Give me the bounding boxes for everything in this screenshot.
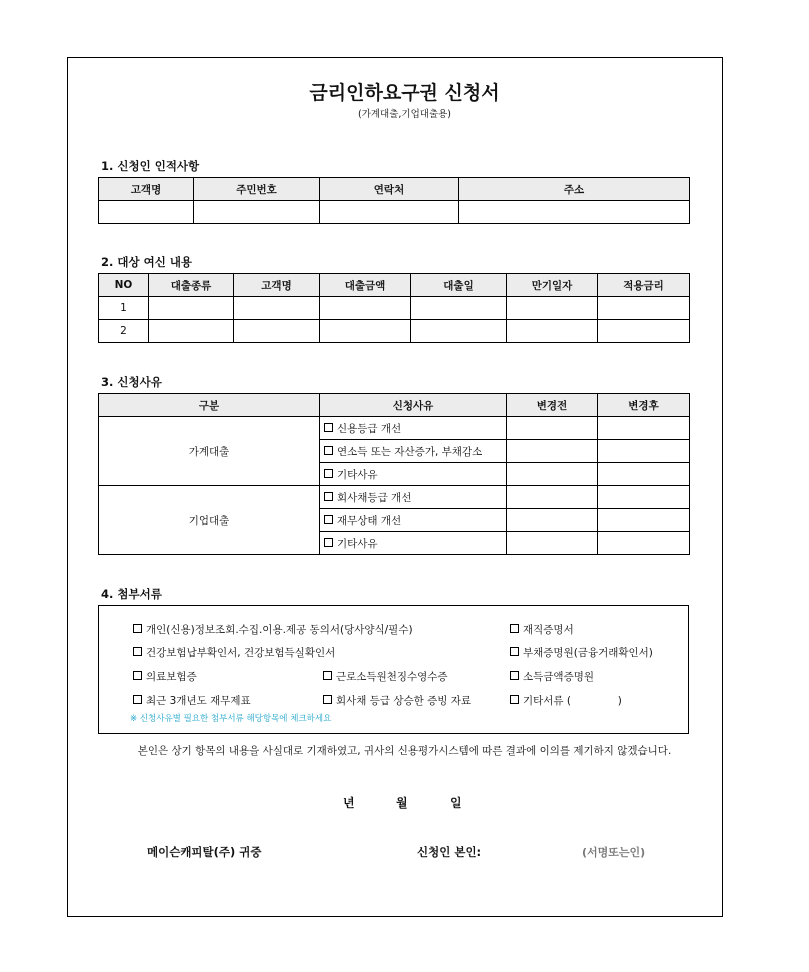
header-customer-name: 고객명 [99, 178, 194, 201]
header-maturity-date: 만기일자 [507, 274, 598, 297]
resident-number-field[interactable] [194, 201, 320, 224]
header-loan-type: 대출종류 [149, 274, 234, 297]
reason-table [98, 393, 690, 555]
header-resident-number: 주민번호 [194, 178, 320, 201]
header-before: 변경전 [507, 394, 598, 417]
header-contact: 연락처 [320, 178, 459, 201]
after-field[interactable] [598, 440, 690, 463]
reason-checkbox[interactable] [320, 417, 507, 440]
attachment-item[interactable]: 의료보험증 [133, 669, 197, 684]
category-household-loan: 가계대출 [99, 417, 320, 486]
loan-date-field[interactable] [411, 320, 507, 343]
attachment-item[interactable]: 최근 3개년도 재무제표 [133, 693, 251, 708]
attachment-item[interactable]: 재직증명서 [510, 622, 574, 637]
header-loan-amount: 대출금액 [320, 274, 411, 297]
reason-label: 연소득 또는 자산증가, 부채감소 [337, 445, 483, 458]
reason-checkbox[interactable] [320, 440, 507, 463]
attachment-note: ※ 신청사유별 필요한 첨부서류 해당항목에 체크하세요 [130, 714, 332, 724]
applicant-table [98, 177, 690, 224]
customer-name-field[interactable] [234, 320, 320, 343]
checkbox-icon[interactable] [324, 515, 333, 524]
attachment-item[interactable]: 기타서류 ( ) [510, 693, 622, 708]
checkbox-icon[interactable] [323, 671, 332, 680]
category-business-loan: 기업대출 [99, 486, 320, 555]
checkbox-icon[interactable] [510, 695, 519, 704]
loan-date-field[interactable] [411, 297, 507, 320]
after-field[interactable] [598, 486, 690, 509]
before-field[interactable] [507, 463, 598, 486]
checkbox-icon[interactable] [133, 624, 142, 633]
maturity-date-field[interactable] [507, 297, 598, 320]
applicant-label: 신청인 본인: [417, 845, 482, 859]
row-number: 1 [99, 297, 149, 320]
form-subtitle: (가계대출,기업대출용) [357, 109, 452, 120]
before-field[interactable] [507, 417, 598, 440]
before-field[interactable] [507, 509, 598, 532]
interest-rate-field[interactable] [598, 320, 690, 343]
date-month: 월 [396, 796, 408, 810]
checkbox-icon[interactable] [510, 647, 519, 656]
checkbox-icon[interactable] [324, 538, 333, 547]
reason-label: 재무상태 개선 [337, 514, 402, 527]
after-field[interactable] [598, 532, 690, 555]
header-reason: 신청사유 [320, 394, 507, 417]
reason-checkbox[interactable] [320, 532, 507, 555]
form-title: 금리인하요구권 신청서 [309, 82, 500, 104]
customer-name-field[interactable] [99, 201, 194, 224]
after-field[interactable] [598, 417, 690, 440]
checkbox-icon[interactable] [324, 423, 333, 432]
checkbox-icon[interactable] [324, 446, 333, 455]
checkbox-icon[interactable] [323, 695, 332, 704]
after-field[interactable] [598, 509, 690, 532]
attachment-item[interactable]: 건강보험납부확인서, 건강보험득실확인서 [133, 645, 335, 660]
header-customer-name: 고객명 [234, 274, 320, 297]
reason-label: 기타사유 [337, 468, 378, 481]
attachment-item[interactable]: 회사채 등급 상승한 증빙 자료 [323, 693, 471, 708]
before-field[interactable] [507, 440, 598, 463]
customer-name-field[interactable] [234, 297, 320, 320]
header-no: NO [99, 274, 149, 297]
checkbox-icon[interactable] [324, 469, 333, 478]
loan-amount-field[interactable] [320, 320, 411, 343]
loan-table [98, 273, 690, 343]
checkbox-icon[interactable] [324, 492, 333, 501]
row-number: 2 [99, 320, 149, 343]
reason-label: 기타사유 [337, 537, 378, 550]
consent-statement: 본인은 상기 항목의 내용을 사실대로 기재하였고, 귀사의 신용평가시스템에 따른 결과에 이의를 제기하지 않겠습니다. [137, 745, 672, 757]
loan-type-field[interactable] [149, 320, 234, 343]
checkbox-icon[interactable] [510, 624, 519, 633]
date-day: 일 [450, 796, 462, 810]
loan-type-field[interactable] [149, 297, 234, 320]
maturity-date-field[interactable] [507, 320, 598, 343]
header-loan-date: 대출일 [411, 274, 507, 297]
section1-heading: 1. 신청인 인적사항 [101, 159, 200, 173]
section2-heading: 2. 대상 여신 내용 [101, 255, 193, 269]
attachment-item[interactable]: 부채증명원(금융거래확인서) [510, 645, 653, 660]
section4-heading: 4. 첨부서류 [101, 587, 162, 601]
checkbox-icon[interactable] [133, 647, 142, 656]
reason-checkbox[interactable] [320, 486, 507, 509]
reason-label: 신용등급 개선 [337, 422, 402, 435]
checkbox-icon[interactable] [510, 671, 519, 680]
header-interest-rate: 적용금리 [598, 274, 690, 297]
contact-field[interactable] [320, 201, 459, 224]
section3-heading: 3. 신청사유 [101, 375, 162, 389]
table-row [99, 320, 690, 343]
header-after: 변경후 [598, 394, 690, 417]
before-field[interactable] [507, 486, 598, 509]
reason-checkbox[interactable] [320, 509, 507, 532]
signature-hint[interactable]: (서명또는인) [582, 846, 646, 859]
attachment-item[interactable]: 근로소득원천징수영수증 [323, 669, 448, 684]
before-field[interactable] [507, 532, 598, 555]
reason-checkbox[interactable] [320, 463, 507, 486]
checkbox-icon[interactable] [133, 695, 142, 704]
loan-amount-field[interactable] [320, 297, 411, 320]
table-row [99, 297, 690, 320]
recipient-label: 메이슨캐피탈(주) 귀중 [147, 845, 262, 859]
checkbox-icon[interactable] [133, 671, 142, 680]
after-field[interactable] [598, 463, 690, 486]
attachment-item[interactable]: 개인(신용)정보조회.수집.이용.제공 동의서(당사양식/필수) [133, 622, 413, 637]
address-field[interactable] [459, 201, 690, 224]
interest-rate-field[interactable] [598, 297, 690, 320]
date-year: 년 [343, 796, 355, 810]
reason-label: 회사채등급 개선 [337, 491, 412, 504]
header-category: 구분 [99, 394, 320, 417]
header-address: 주소 [459, 178, 690, 201]
attachment-item[interactable]: 소득금액증명원 [510, 669, 594, 684]
